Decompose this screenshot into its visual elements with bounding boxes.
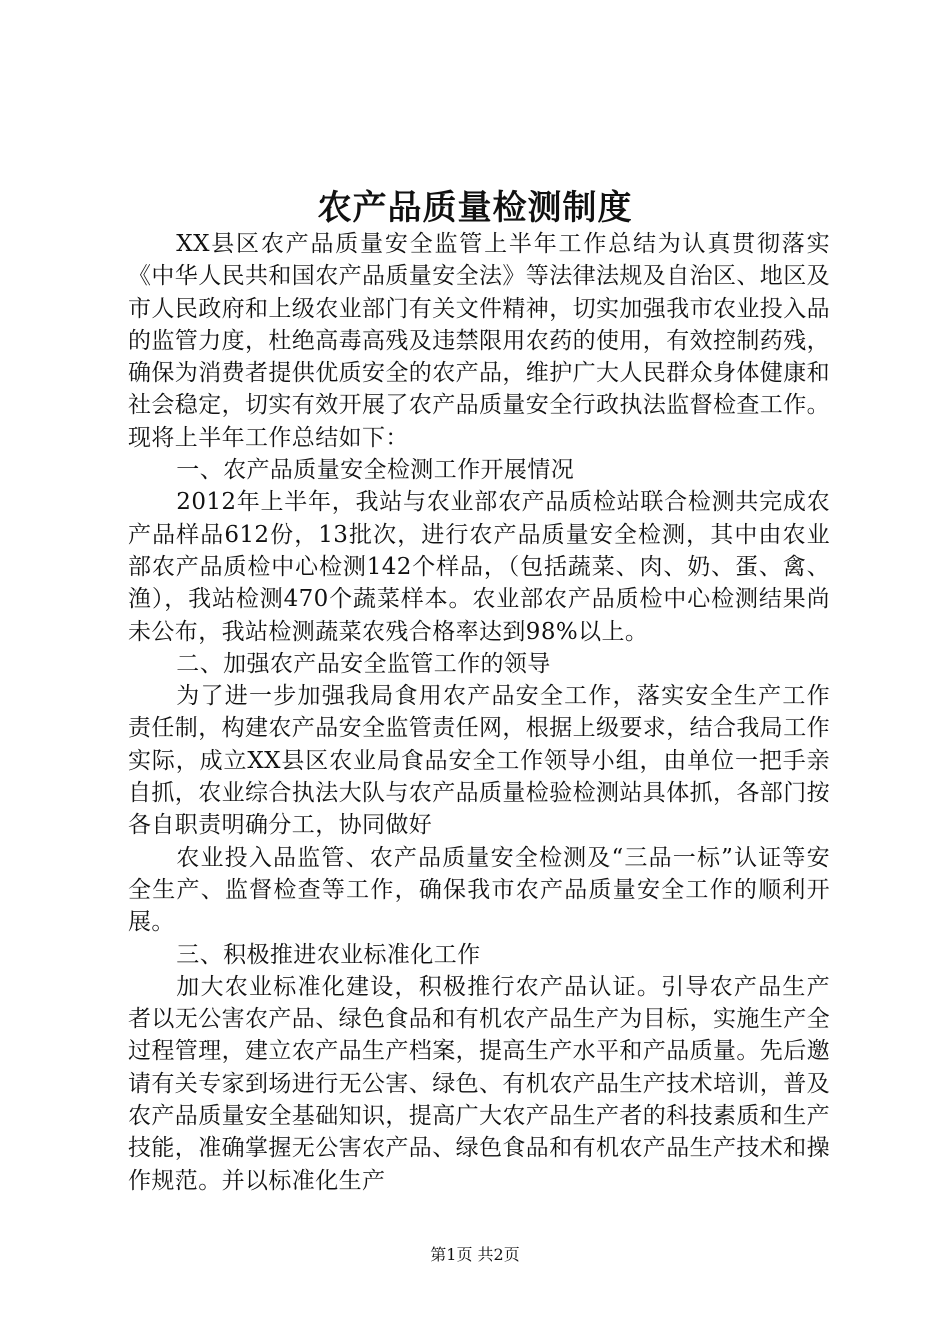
section-heading-3: 三、积极推进农业标准化工作 [176, 941, 481, 968]
section-heading-2: 二、加强农产品安全监管工作的领导 [176, 650, 551, 677]
page-number-footer: 第1页 共2页 [430, 1245, 520, 1264]
section-paragraph-2b: 农业投入品监管、农产品质量安全检测及“三品一标”认证等安全生产、监督检查等工作，确保我市农产品质量安全工作的顺利开展。 [128, 844, 830, 936]
document-body [128, 228, 830, 1197]
document-title: 农产品质量检测制度 [317, 188, 633, 228]
section-paragraph-3: 加大农业标准化建设，积极推行农产品认证。引导农产品生产者以无公害农产品、绿色食品和有机农产品生产为目标，实施生产全过程管理，建立农产品生产档案，提高生产水平和产品质量。先后邀请有关专家到场进行无公害、绿色、有机农产品生产技术培训，普及农产品质量安全基础知识，提高广大农产品生产者的科技素质和生产技能，准确掌握无公害农产品、绿色食品和有机农产品生产技术和操作规范。并以标准化生产 [128, 973, 830, 1194]
section-paragraph-2: 为了进一步加强我局食用农产品安全工作，落实安全生产工作责任制，构建农产品安全监管责任网，根据上级要求，结合我局工作实际，成立XX县区农业局食品安全工作领导小组，由单位一把手亲自抓，农业综合执法大队与农产品质量检验检测站具体抓，各部门按各自职责明确分工，协同做好 [128, 683, 830, 839]
section-paragraph-1: 2012年上半年，我站与农业部农产品质检站联合检测共完成农产品样品612份，13批次，进行农产品质量安全检测，其中由农业部农产品质检中心检测142个样品，（包括蔬菜、肉、奶、蛋、禽、渔），我站检测470个蔬菜样本。农业部农产品质检中心检测结果尚未公布，我站检测蔬菜农残合格率达到98%以上。 [128, 489, 830, 645]
section-heading-1: 一、农产品质量安全检测工作开展情况 [176, 457, 575, 484]
intro-paragraph: XX县区农产品质量安全监管上半年工作总结为认真贯彻落实《中华人民共和国农产品质量安全法》等法律法规及自治区、地区及市人民政府和上级农业部门有关文件精神，切实加强我市农业投入品的监管力度，杜绝高毒高残及违禁限用农药的使用，有效控制药残，确保为消费者提供优质安全的农产品，维护广大人民群众身体健康和社会稳定，切实有效开展了农产品质量安全行政执法监督检查工作。现将上半年工作总结如下： [128, 231, 830, 451]
